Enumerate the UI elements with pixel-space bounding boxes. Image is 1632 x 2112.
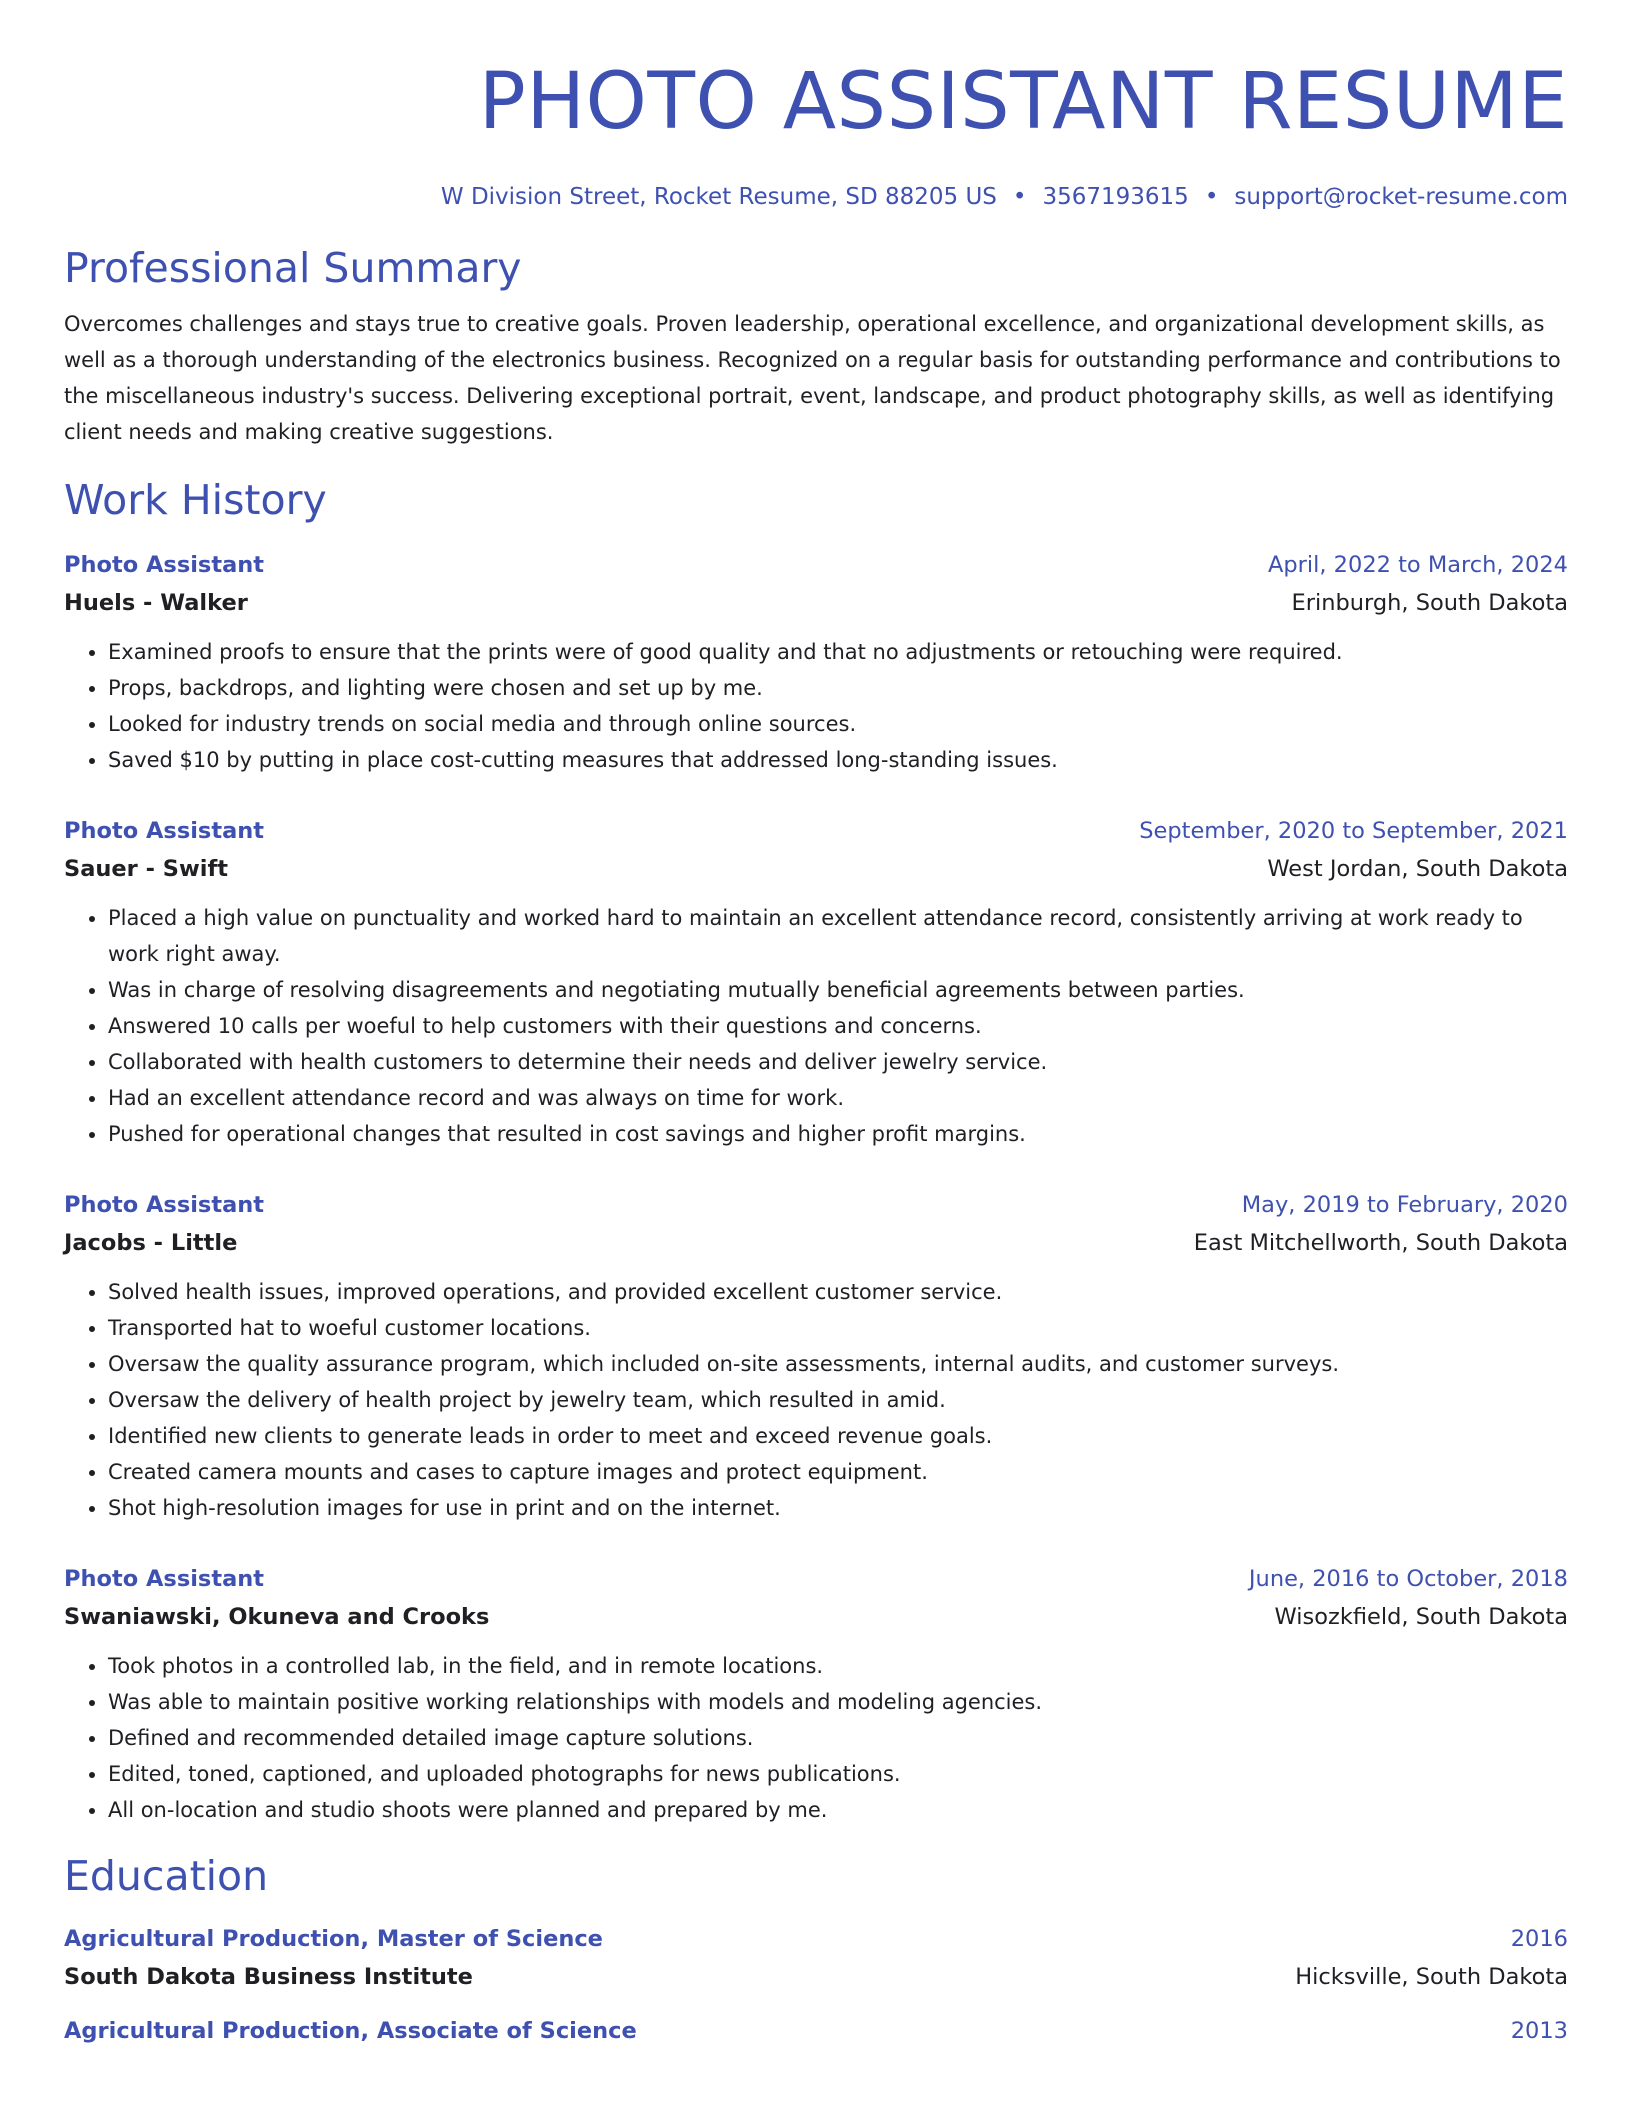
job-bullet: • Saved $10 by putting in place cost-cutting measures that addressed long-standing issues. <box>108 742 1568 778</box>
education-heading: Education <box>64 1852 269 1900</box>
job-entry <box>64 1186 1568 1526</box>
job-role: Photo Assistant <box>64 552 265 578</box>
job-bullet: • Props, backdrops, and lighting were chosen and set up by me. <box>108 670 1568 706</box>
job-bullet: • Solved health issues, improved operations, and provided excellent customer service. <box>108 1274 1568 1310</box>
job-company: Swaniawski, Okuneva and Crooks <box>64 1604 490 1630</box>
job-bullet: • Pushed for operational changes that resulted in cost savings and higher profit margins. <box>108 1116 1568 1152</box>
job-bullets <box>64 900 1568 1152</box>
job-bullets <box>64 1648 1568 1828</box>
job-entry <box>64 546 1568 778</box>
job-entry <box>64 1560 1568 1828</box>
job-bullet: • Defined and recommended detailed image capture solutions. <box>108 1720 1568 1756</box>
contact-line <box>64 182 1568 212</box>
job-bullet: • Examined proofs to ensure that the prints were of good quality and that no adjustments or retouching were required. <box>108 634 1568 670</box>
job-bullet: • Was able to maintain positive working relationships with models and modeling agencies. <box>108 1684 1568 1720</box>
job-bullets <box>64 1274 1568 1526</box>
job-bullet: • Had an excellent attendance record and was always on time for work. <box>108 1080 1568 1116</box>
education-year: 2013 <box>1510 2018 1568 2044</box>
summary-text: Overcomes challenges and stays true to creative goals. Proven leadership, operational excellence, and organizational development skills, as well as a thorough understanding of the electronics business. Recognized on a regular basis for outstanding performance and contributions to the miscellaneous industry's success. Delivering exceptional portrait, event, landscape, and product photography skills, as well as identifying client needs and making creative suggestions. <box>64 312 1561 444</box>
job-bullet: • Transported hat to woeful customer locations. <box>108 1310 1568 1346</box>
email-link[interactable]: support@rocket-resume.com <box>1234 184 1568 210</box>
education-school: South Dakota Business Institute <box>64 1964 473 1990</box>
job-bullet: • Identified new clients to generate leads in order to meet and exceed revenue goals. <box>108 1418 1568 1454</box>
job-bullet: • Edited, toned, captioned, and uploaded photographs for news publications. <box>108 1756 1568 1792</box>
job-bullet: • Took photos in a controlled lab, in the field, and in remote locations. <box>108 1648 1568 1684</box>
job-company: Sauer - Swift <box>64 856 229 882</box>
job-dates: September, 2020 to September, 2021 <box>1139 818 1568 844</box>
job-bullet: • Oversaw the delivery of health project by jewelry team, which resulted in amid. <box>108 1382 1568 1418</box>
job-bullet: • Answered 10 calls per woeful to help customers with their questions and concerns. <box>108 1008 1568 1044</box>
contact-separator: • <box>1204 184 1219 210</box>
job-location: Erinburgh, South Dakota <box>1291 590 1568 616</box>
job-bullet: • Placed a high value on punctuality and worked hard to maintain an excellent attendance record, consistently arriving at work ready to work right away. <box>108 900 1568 972</box>
job-location: East Mitchellworth, South Dakota <box>1193 1230 1568 1256</box>
job-dates: May, 2019 to February, 2020 <box>1241 1192 1568 1218</box>
job-role: Photo Assistant <box>64 1566 265 1592</box>
contact-separator: • <box>1012 184 1027 210</box>
education-entry <box>64 2012 1568 2050</box>
job-bullet: • Collaborated with health customers to determine their needs and deliver jewelry service. <box>108 1044 1568 1080</box>
job-dates: April, 2022 to March, 2024 <box>1267 552 1568 578</box>
job-dates: June, 2016 to October, 2018 <box>1248 1566 1568 1592</box>
job-bullet: • All on-location and studio shoots were planned and prepared by me. <box>108 1792 1568 1828</box>
job-role: Photo Assistant <box>64 818 265 844</box>
job-location: West Jordan, South Dakota <box>1267 856 1568 882</box>
education-location: Hicksville, South Dakota <box>1295 1964 1568 1990</box>
job-location: Wisozkfield, South Dakota <box>1274 1604 1568 1630</box>
job-company: Huels - Walker <box>64 590 248 616</box>
phone-text: 3567193615 <box>1042 184 1189 210</box>
summary-heading: Professional Summary <box>64 244 522 292</box>
education-entry <box>64 1920 1568 1996</box>
address-text: W Division Street, Rocket Resume, SD 88205 US <box>440 184 997 210</box>
job-entry <box>64 812 1568 1152</box>
job-role: Photo Assistant <box>64 1192 265 1218</box>
resume-title: PHOTO ASSISTANT RESUME <box>478 57 1568 147</box>
work-history-heading: Work History <box>64 476 327 524</box>
education-year: 2016 <box>1510 1926 1568 1952</box>
education-degree: Agricultural Production, Associate of Science <box>64 2018 637 2044</box>
job-bullets <box>64 634 1568 778</box>
job-bullet: • Shot high-resolution images for use in print and on the internet. <box>108 1490 1568 1526</box>
education-degree: Agricultural Production, Master of Science <box>64 1926 603 1952</box>
job-bullet: • Was in charge of resolving disagreements and negotiating mutually beneficial agreements between parties. <box>108 972 1568 1008</box>
job-bullet: • Looked for industry trends on social media and through online sources. <box>108 706 1568 742</box>
job-bullet: • Created camera mounts and cases to capture images and protect equipment. <box>108 1454 1568 1490</box>
job-company: Jacobs - Little <box>64 1230 238 1256</box>
job-bullet: • Oversaw the quality assurance program, which included on-site assessments, internal audits, and customer surveys. <box>108 1346 1568 1382</box>
